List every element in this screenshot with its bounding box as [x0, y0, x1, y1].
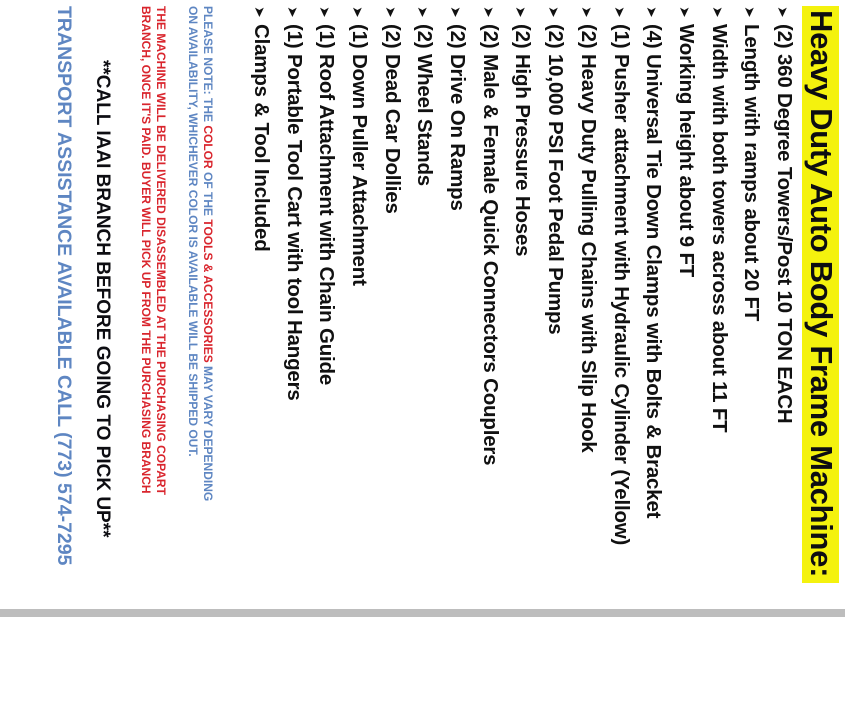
list-item — [244, 6, 277, 545]
list-item — [735, 6, 768, 545]
chevron-right-icon: ➤ — [676, 6, 693, 18]
chevron-right-icon: ➤ — [415, 6, 432, 18]
chevron-right-icon: ➤ — [448, 6, 465, 18]
chevron-right-icon: ➤ — [709, 6, 726, 18]
list-item-label: Working height about 9 FT — [674, 24, 698, 278]
list-item-label: (2) Dead Car Dollies — [380, 24, 404, 214]
equipment-list — [244, 6, 800, 545]
viewer-bottom-edge — [0, 609, 845, 617]
list-item — [539, 6, 572, 545]
document-title: Heavy Duty Auto Body Frame Machine: — [803, 6, 839, 583]
transport-assistance-line: TRANSPORT ASSISTANCE AVAILABLE CALL (773) 574-7295 — [53, 6, 75, 566]
list-item — [767, 6, 800, 545]
chevron-right-icon: ➤ — [644, 6, 661, 18]
chevron-right-icon: ➤ — [611, 6, 628, 18]
list-item-label: (2) Heavy Duty Pulling Chains with Slip Hook — [576, 24, 600, 453]
chevron-right-icon: ➤ — [284, 6, 301, 18]
list-item-label: (2) Male & Female Quick Connectors Couplers — [478, 24, 502, 466]
list-item-label: (2) 360 Degree Towers/Post 10 TON EACH — [773, 24, 796, 424]
chevron-right-icon: ➤ — [775, 6, 791, 18]
list-item — [669, 6, 702, 545]
chevron-right-icon: ➤ — [350, 6, 367, 18]
chevron-right-icon: ➤ — [578, 6, 595, 18]
list-item-label: Clamps & Tool Included — [250, 24, 273, 252]
chevron-right-icon: ➤ — [317, 6, 334, 18]
list-item-label: (1) Roof Attachment with Chain Guide — [315, 24, 339, 386]
list-item-label: (2) Drive On Ramps — [446, 24, 470, 211]
list-item — [375, 6, 408, 545]
list-item-label: Width with both towers across about 11 FT — [707, 24, 731, 433]
chevron-right-icon: ➤ — [546, 6, 563, 18]
chevron-right-icon: ➤ — [513, 6, 530, 18]
list-item — [408, 6, 441, 545]
list-item — [702, 6, 735, 545]
list-item-label: (2) Wheel Stands — [413, 24, 437, 186]
list-item — [440, 6, 473, 545]
list-item — [637, 6, 670, 545]
list-item — [277, 6, 310, 545]
chevron-right-icon: ➤ — [742, 6, 759, 18]
list-item — [310, 6, 343, 545]
chevron-right-icon: ➤ — [480, 6, 497, 18]
availability-note: PLEASE NOTE: THE COLOR OF THE TOOLS & ACCESSORIES MAY VARY DEPENDING ON AVAILABILITY, WHICHEVER COLOR IS AVAILABLE WILL BE SHIPPED OUT. — [186, 6, 215, 502]
list-item — [342, 6, 375, 545]
list-item-label: (1) Portable Tool Cart with tool Hangers — [282, 24, 306, 401]
list-item-label: (1) Down Puller Attachment — [348, 24, 372, 286]
list-item-label: (4) Universal Tie Down Clamps with Bolts & Bracket — [642, 24, 666, 519]
pickup-notice: **CALL IAAI BRANCH BEFORE GOING TO PICK UP** — [92, 60, 113, 538]
list-item — [571, 6, 604, 545]
chevron-right-icon: ➤ — [382, 6, 399, 18]
list-item-label: Length with ramps about 20 FT — [740, 24, 764, 322]
chevron-right-icon: ➤ — [252, 6, 268, 18]
delivery-note: THE MACHINE WILL BE DELIVERED DISASSEMBLED AT THE PURCHASING COPART BRANCH, ONCE IT'S PAID. BUYER WILL PICK UP FROM THE PURCHASING BRANCH — [139, 6, 168, 495]
list-item — [473, 6, 506, 545]
list-item — [506, 6, 539, 545]
list-item-label: (1) Pusher attachment with Hydraulic Cylinder (Yellow) — [609, 24, 633, 546]
list-item-label: (2) High Pressure Hoses — [511, 24, 535, 257]
list-item-label: (2) 10,000 PSI Foot Pedal Pumps — [544, 24, 568, 335]
list-item — [604, 6, 637, 545]
